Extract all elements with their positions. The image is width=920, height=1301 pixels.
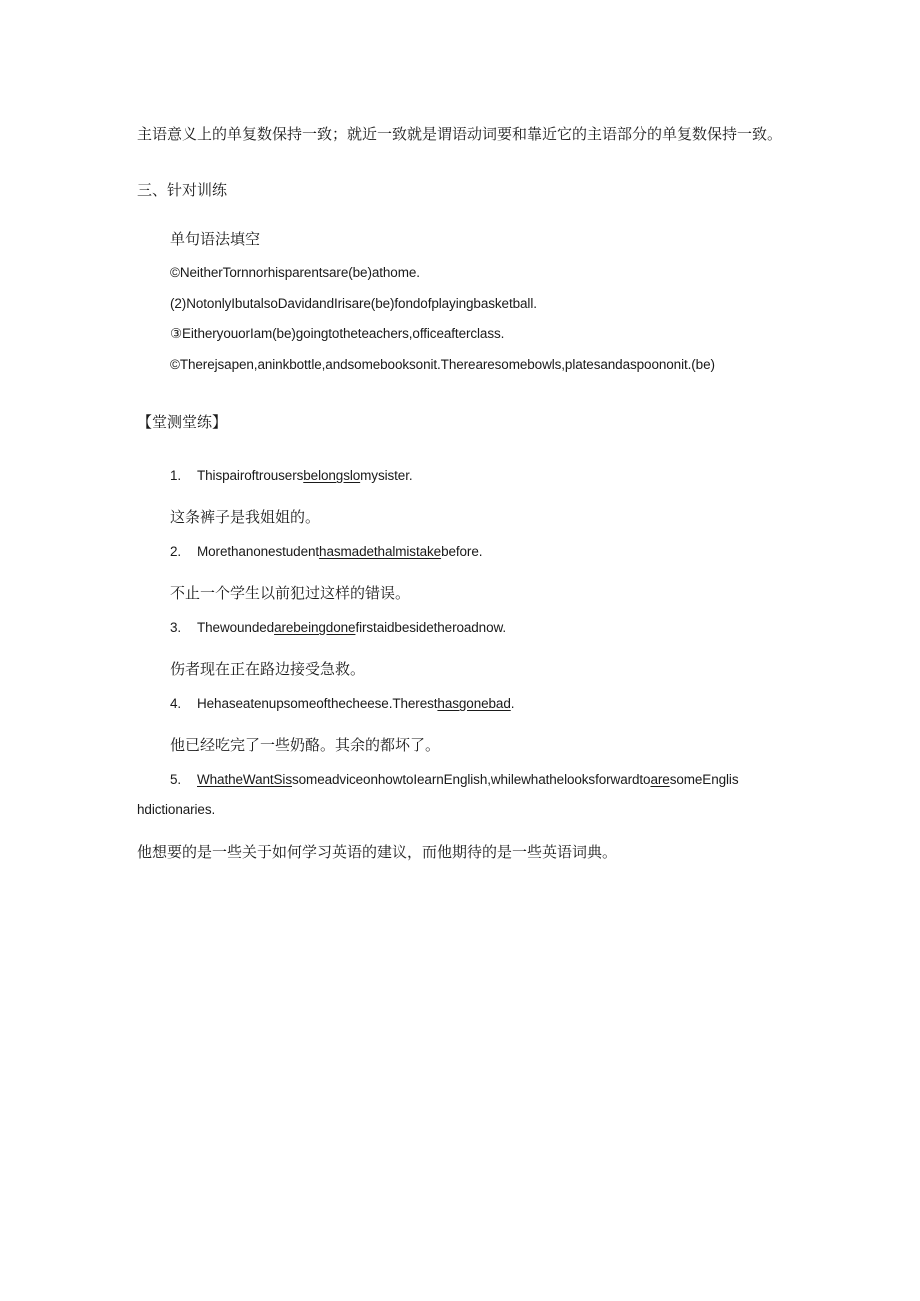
sentence-text: Morethanonestudent [197,544,320,559]
practice-sentence-3 [170,618,506,638]
sentence-text: Thispairoftrousers [197,468,304,483]
practice-sentence-1 [170,466,413,486]
underlined-answer: hasgonebad [437,696,511,711]
sentence-text: someEnglis [669,772,739,787]
practice-translation-1: 这条裤子是我姐姐的。 [170,508,321,526]
underlined-answer: arebeingdone [274,620,356,635]
section-three-heading: 三、针对训练 [137,181,228,199]
sentence-text: mysister. [360,468,413,483]
practice-translation-2: 不止一个学生以前犯过这样的错误。 [170,584,411,602]
sentence-text: before. [441,544,483,559]
sentence-text: Thewounded [197,620,275,635]
underlined-answer: belongslo [303,468,361,483]
underlined-answer: WhatheWantSis [197,772,292,787]
practice-number: 2. [170,544,182,559]
sentence-text: firstaidbesidetheroadnow. [355,620,507,635]
practice-translation-5: 他想要的是一些关于如何学习英语的建议，而他期待的是一些英语词典。 [137,843,618,861]
practice-number: 5. [170,772,182,787]
practice-sentence-5 [170,770,738,790]
intro-line: 主语意义上的单复数保持一致；就近一致就是谓语动词要和靠近它的主语部分的单复数保持一致。 [137,125,783,143]
exercise-item-4: ©Therejsapen,aninkbottle,andsomebooksonit.Therearesomebowls,platesandaspoononit.(be) [170,357,715,372]
practice-number: 3. [170,620,182,635]
exercise-item-2: (2)NotonlyIbutalsoDavidandIrisare(be)fondofplayingbasketball. [170,296,537,311]
sentence-text: . [510,696,515,711]
practice-number: 4. [170,696,182,711]
practice-sentence-2 [170,542,482,562]
sentence-text: Hehaseatenupsomeofthecheese.Therest [197,696,438,711]
practice-sentence-4 [170,694,514,714]
practice-sentence-5-continuation: hdictionaries. [137,802,216,817]
practice-number: 1. [170,468,182,483]
practice-translation-3: 伤者现在正在路边接受急救。 [170,660,366,678]
sentence-text: someadviceonhowtoIearnEnglish,whilewhathelooksforwardto [292,772,651,787]
practice-heading: 【堂测堂练】 [137,413,228,431]
exercise-subheading: 单句语法填空 [170,230,261,248]
exercise-item-3: ③EitheryouorIam(be)goingtotheteachers,officeafterclass. [170,326,505,341]
practice-translation-4: 他已经吃完了一些奶酪。其余的都坏了。 [170,736,441,754]
underlined-answer: are [650,772,670,787]
underlined-answer: hasmadethalmistake [319,544,442,559]
exercise-item-1: ©NeitherTornnorhisparentsare(be)athome. [170,265,420,280]
